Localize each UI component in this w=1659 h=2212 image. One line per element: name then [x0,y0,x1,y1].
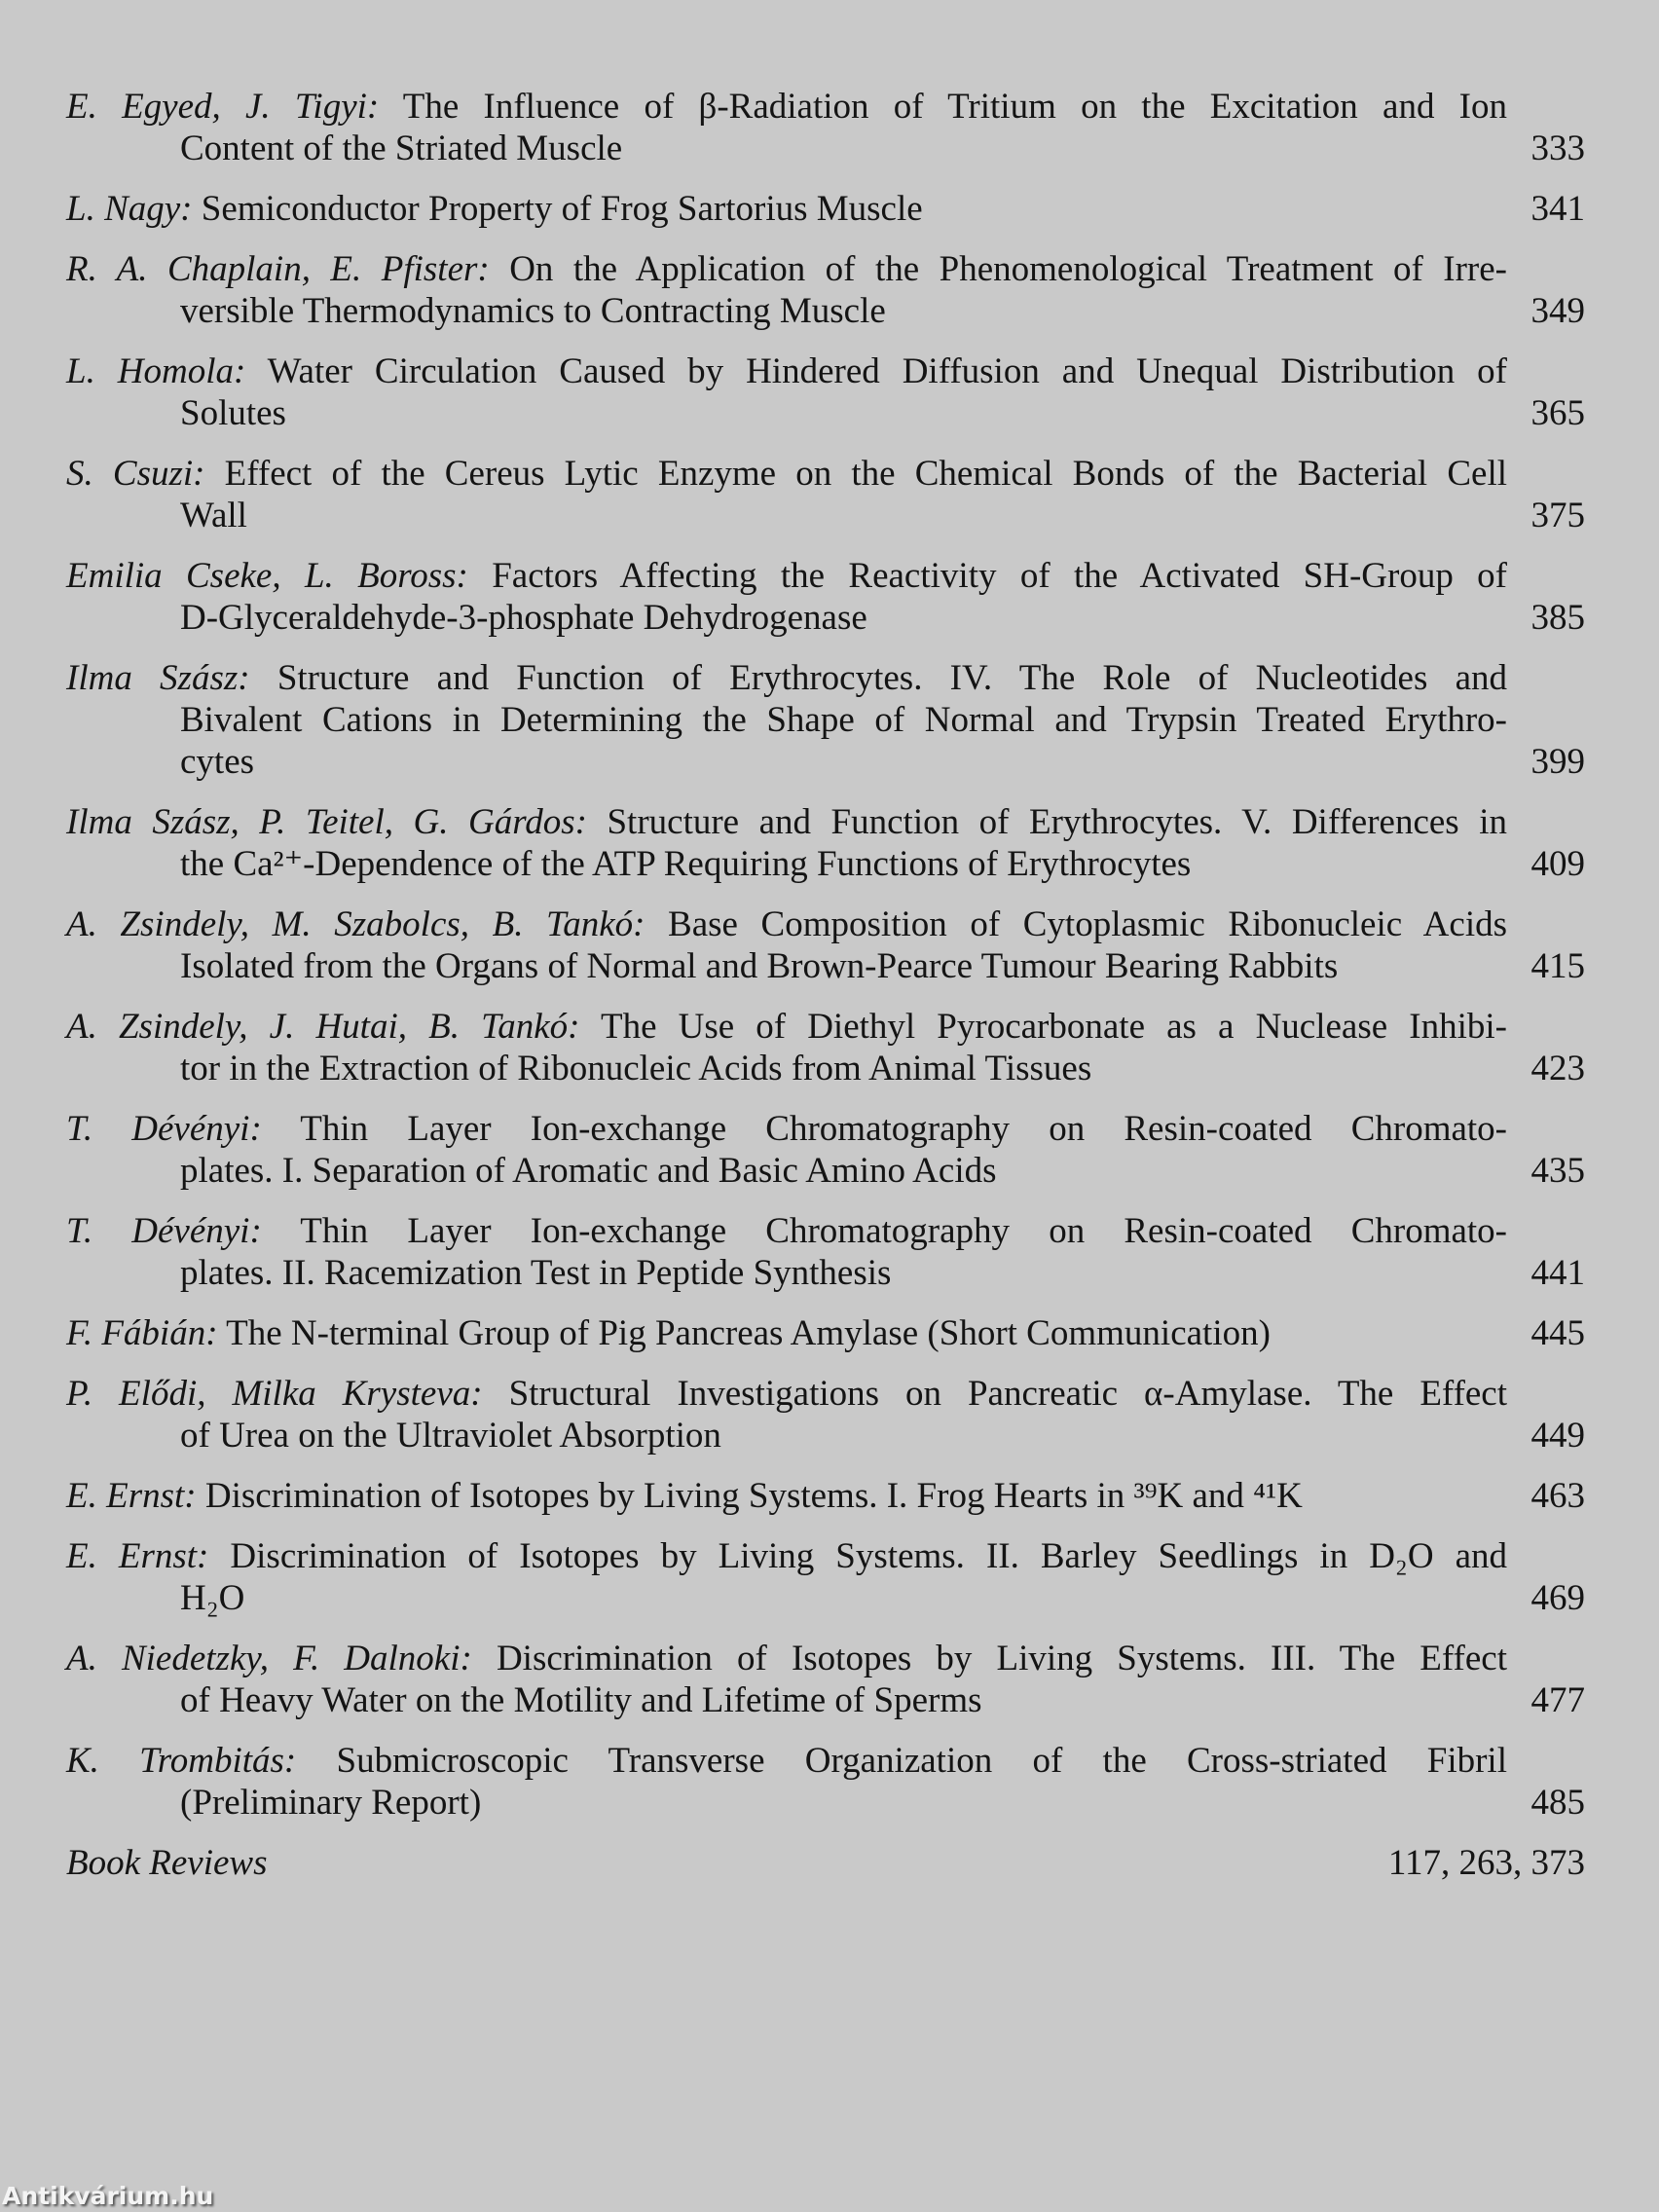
table-of-contents [66,86,1585,1902]
entry-title: of Heavy Water on the Motility and Lifetime of Sperms [180,1680,982,1720]
entry-continuation-line [66,1577,1507,1619]
entry-first-line [66,86,1507,128]
entry-page-number: 435 [1530,1151,1585,1191]
entry-title: Discrimination of Isotopes by Living Systems. II. Barley Seedlings in D₂O and [230,1536,1508,1576]
entry-title: Water Circulation Caused by Hindered Diffusion and Unequal Distribution of [267,351,1507,391]
entry-title: Bivalent Cations in Determining the Shape of Normal and Trypsin Treated Erythro- [180,700,1507,740]
entry-page-number: 409 [1530,844,1585,884]
entry-first-line [66,1312,1507,1354]
entry-continuation-line [66,495,1507,536]
entry-page-number: 477 [1530,1680,1585,1720]
entry-first-line [66,1210,1507,1252]
entry-page-number: 399 [1530,742,1585,782]
entry-title: Structural Investigations on Pancreatic α-Amylase. The Effect [508,1374,1508,1414]
entry-title: Isolated from the Organs of Normal and Brown-Pearce Tumour Bearing Rabbits [180,946,1339,986]
entry-authors: Ilma Szász: [66,658,250,698]
entry-page-number: 349 [1530,291,1585,331]
entry-first-line [66,1638,1507,1679]
toc-entry [66,1006,1585,1089]
toc-entry [66,86,1585,169]
entry-first-line [66,801,1507,843]
entry-title: Factors Affecting the Reactivity of the Activated SH-Group of [492,556,1507,596]
entry-authors: P. Elődi, Milka Krysteva: [66,1374,483,1414]
entry-title: The Use of Diethyl Pyrocarbonate as a Nuclease Inhibi- [600,1007,1507,1047]
toc-entry [66,1210,1585,1294]
entry-authors: E. Egyed, J. Tigyi: [66,87,380,127]
entry-title: The Influence of β-Radiation of Tritium on the Excitation and Ion [402,87,1507,127]
entry-authors: Book Reviews [66,1843,268,1883]
entry-page-number: 341 [1530,189,1585,229]
entry-title: Effect of the Cereus Lytic Enzyme on the Chemical Bonds of the Bacterial Cell [224,454,1508,494]
entry-continuation-line [66,1415,1507,1456]
entry-page-number: 485 [1530,1783,1585,1823]
entry-first-line [66,1535,1507,1577]
entry-page-number: 333 [1530,129,1585,168]
entry-authors: R. A. Chaplain, E. Pfister: [66,249,490,289]
entry-continuation-line [66,843,1507,885]
entry-authors: A. Niedetzky, F. Dalnoki: [66,1639,472,1678]
entry-continuation-line [66,290,1507,332]
entry-title: Discrimination of Isotopes by Living Systems. I. Frog Hearts in ³⁹K and ⁴¹K [204,1476,1303,1516]
toc-entry [66,1373,1585,1456]
entry-title: Content of the Striated Muscle [180,129,623,168]
entry-page-number: 423 [1530,1049,1585,1088]
entry-continuation-line [66,699,1507,741]
entry-title: of Urea on the Ultraviolet Absorption [180,1416,721,1456]
entry-title: the Ca²⁺-Dependence of the ATP Requiring Functions of Erythrocytes [180,844,1192,884]
toc-entry [66,903,1585,987]
entry-title: cytes [180,742,255,782]
entry-first-line [66,1740,1507,1782]
entry-authors: L. Homola: [66,351,246,391]
toc-entry [66,1108,1585,1192]
entry-title: Wall [180,496,247,535]
entry-page-number: 441 [1530,1253,1585,1293]
entry-first-line [66,555,1507,597]
entry-title: The N-terminal Group of Pig Pancreas Amylase (Short Communication) [226,1313,1271,1353]
entry-first-line [66,1373,1507,1415]
toc-entry [66,1740,1585,1824]
entry-title: Thin Layer Ion-exchange Chromatography on Resin-coated Chromato- [300,1211,1507,1251]
entry-title: On the Application of the Phenomenological Treatment of Irre- [509,249,1507,289]
entry-authors: Ilma Szász, P. Teitel, G. Gárdos: [66,802,587,842]
entry-authors: A. Zsindely, M. Szabolcs, B. Tankó: [66,904,645,944]
entry-page-number: 365 [1530,393,1585,433]
toc-entry [66,350,1585,434]
entry-page-number: 415 [1530,946,1585,986]
entry-continuation-line [66,1150,1507,1192]
entry-page-number: 375 [1530,496,1585,535]
entry-title: Structure and Function of Erythrocytes. V. Differences in [607,802,1507,842]
toc-entry [66,1535,1585,1619]
entry-authors: Emilia Cseke, L. Boross: [66,556,468,596]
entry-title: (Preliminary Report) [180,1783,482,1823]
entry-title: H₂O [180,1578,245,1618]
entry-first-line [66,248,1507,290]
entry-first-line [66,350,1507,392]
toc-entry [66,801,1585,885]
entry-title: Submicroscopic Transverse Organization of the Cross-striated Fibril [336,1741,1507,1781]
entry-title: D-Glyceraldehyde-3-phosphate Dehydrogenase [180,598,867,638]
entry-title: plates. II. Racemization Test in Peptide Synthesis [180,1253,892,1293]
entry-continuation-line [66,128,1507,169]
entry-first-line [66,453,1507,495]
entry-first-line [66,1842,1507,1884]
entry-page-number: 469 [1530,1578,1585,1618]
toc-entry [66,555,1585,639]
entry-authors: A. Zsindely, J. Hutai, B. Tankó: [66,1007,580,1047]
entry-title: versible Thermodynamics to Contracting Muscle [180,291,886,331]
toc-entry [66,1312,1585,1354]
entry-continuation-line [66,597,1507,639]
entry-authors: T. Dévényi: [66,1211,262,1251]
entry-title: plates. I. Separation of Aromatic and Basic Amino Acids [180,1151,997,1191]
entry-first-line [66,1108,1507,1150]
entry-continuation-line [66,1679,1507,1721]
entry-title: Base Composition of Cytoplasmic Ribonucleic Acids [668,904,1508,944]
entry-title: Semiconductor Property of Frog Sartorius Muscle [201,189,923,229]
entry-authors: K. Trombitás: [66,1741,297,1781]
entry-title: tor in the Extraction of Ribonucleic Acids from Animal Tissues [180,1049,1092,1088]
toc-entry [66,1638,1585,1721]
entry-continuation-line [66,1048,1507,1089]
entry-page-number: 385 [1530,598,1585,638]
entry-first-line [66,1006,1507,1048]
entry-continuation-line [66,392,1507,434]
entry-title: Solutes [180,393,286,433]
entry-first-line [66,903,1507,945]
entry-continuation-line [66,741,1507,783]
toc-entry [66,1475,1585,1517]
entry-authors: T. Dévényi: [66,1109,262,1149]
toc-entry [66,657,1585,783]
entry-authors: L. Nagy: [66,189,193,229]
entry-authors: E. Ernst: [66,1476,197,1516]
entry-title: Discrimination of Isotopes by Living Systems. III. The Effect [496,1639,1507,1678]
entry-authors: F. Fábián: [66,1313,218,1353]
entry-page-number: 117, 263, 373 [1387,1843,1585,1883]
entry-continuation-line [66,1782,1507,1824]
entry-page-number: 449 [1530,1416,1585,1456]
toc-entry [66,1842,1585,1884]
entry-continuation-line [66,1252,1507,1294]
entry-title: Thin Layer Ion-exchange Chromatography on Resin-coated Chromato- [300,1109,1507,1149]
toc-entry [66,248,1585,332]
toc-entry [66,453,1585,536]
watermark: Antikvárium.hu [2,2182,214,2210]
entry-first-line [66,1475,1507,1517]
entry-continuation-line [66,945,1507,987]
entry-title: Structure and Function of Erythrocytes. IV. The Role of Nucleotides and [276,658,1508,698]
entry-first-line [66,657,1507,699]
toc-entry [66,188,1585,230]
entry-authors: S. Csuzi: [66,454,205,494]
entry-page-number: 463 [1530,1476,1585,1516]
entry-first-line [66,188,1507,230]
entry-page-number: 445 [1530,1313,1585,1353]
entry-authors: E. Ernst: [66,1536,209,1576]
